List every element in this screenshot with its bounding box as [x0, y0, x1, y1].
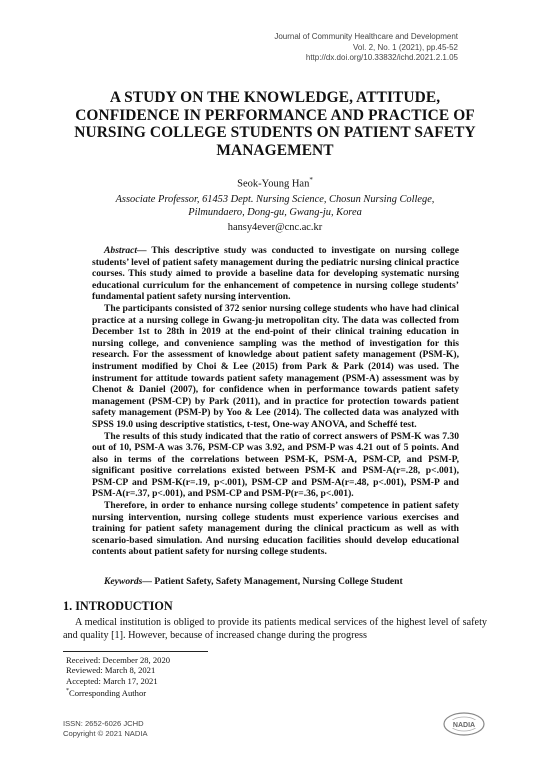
- abstract-paragraph-4: Therefore, in order to enhance nursing college students’ competence in patient safety nursing intervention, nursing college students must experience various exercises and training for patient safety management during the clinical practicum as well as with scenario-based simulation. And nursing education facilities should develop educational contents about patient safety for nursing college students.: [92, 500, 459, 558]
- author-email[interactable]: hansy4ever@cnc.ac.kr: [227, 222, 323, 233]
- corresponding-note-text: Corresponding Author: [69, 687, 147, 698]
- received-date: Received: December 28, 2020: [66, 655, 171, 665]
- journal-header: [198, 32, 458, 64]
- corresponding-note: [66, 686, 170, 698]
- keywords-label: Keywords—: [104, 576, 152, 587]
- author-line: [0, 176, 550, 190]
- page-footer: [63, 719, 148, 739]
- affiliation-line-2: Pilmundaero, Dong-gu, Gwang-ju, Korea: [188, 207, 362, 219]
- section-heading: 1. INTRODUCTION: [63, 599, 173, 613]
- keywords-text: Patient Safety, Safety Management, Nursing College Student: [151, 576, 403, 587]
- abstract-text-1: This descriptive study was conducted to investigate on nursing college students’ level of patient safety management during the pediatric nursing clinical practice courses. This study aimed to provide a baseline data for developing systematic nursing educational curriculum for the enhancement of competence in nursing college students’ fundamental patient safety nursing intervention.: [92, 245, 459, 303]
- abstract-label: Abstract—: [104, 245, 147, 256]
- accepted-date: Accepted: March 17, 2021: [66, 675, 158, 686]
- abstract: [92, 245, 459, 558]
- keywords: [92, 576, 459, 587]
- reviewed-date: Reviewed: March 8, 2021: [66, 665, 156, 676]
- footnotes: [66, 655, 170, 698]
- intro-paragraph: A medical institution is obliged to provide its patients medical services of the highest level of safety and quality [1]. However, because of increased change during the progress: [63, 617, 487, 641]
- abstract-paragraph-3: The results of this study indicated that the ratio of correct answers of PSM-K was 7.30 out of 10, PSM-A was 3.76, PSM-CP was 3.92, and PSM-P was 4.21 out of 5 points. And also in terms of the correlations between PSM-K, PSM-A, PSM-CP, and PSM-P, significant positive correlations existed between PSM-K and PSM-A(r=.28, p<.001), PSM-CP and PSM-K(r=.19, p<.001), PSM-CP and PSM-A(r=.48, p<.001), PSM-P and PSM-A(r=.37, p<.001), and PSM-CP and PSM-P(r=.36, p<.001).: [92, 430, 459, 500]
- affiliation-line-1: Associate Professor, 61453 Dept. Nursing Science, Chosun Nursing College,: [115, 194, 435, 205]
- logo-text: NADIA: [452, 722, 476, 729]
- footnote-divider: [63, 651, 208, 652]
- affiliation: [70, 193, 480, 219]
- author-name: Seok-Young Han: [237, 178, 310, 190]
- copyright: Copyright © 2021 NADIA: [63, 729, 148, 738]
- paper-title: A STUDY ON THE KNOWLEDGE, ATTITUDE, CONFIDENCE IN PERFORMANCE AND PRACTICE OF NURSING COLLEGE STUDENTS ON PATIENT SAFETY MANAGEMENT: [74, 89, 476, 159]
- journal-name: Journal of Community Healthcare and Development: [274, 32, 458, 41]
- abstract-paragraph-1: [92, 245, 459, 303]
- journal-doi[interactable]: http://dx.doi.org/10.33832/ichd.2021.2.1.05: [305, 53, 458, 62]
- journal-volume: Vol. 2, No. 1 (2021), pp.45-52: [353, 42, 458, 52]
- issn: ISSN: 2652-6026 JCHD: [63, 719, 144, 728]
- corresponding-note-mark: *: [66, 687, 69, 694]
- nadia-logo: [442, 711, 486, 737]
- abstract-paragraph-2: The participants consisted of 372 senior nursing college students who have had clinical practice at a nursing college in Gwang-ju metropolitan city. The data was collected from December 1st to 28th in 2019 at the end-point of their clinical training education in nursing college, and convenience sampling was the method of investigation for this research. For the assessment of knowledge about patient safety management (PSM-K), instrument modified by Choi & Lee (2015) from Park & Park (2014) was used. The instrument for attitude towards patient safety management (PSM-A) assessment was by Chenot & Daniel (2007), for confidence when in performance towards patient safety management (PSM-CP) by Park (2011), and in practice for protection towards patient safety management (PSM-P) by Yoo & Lee (2014). The collected data was analyzed with SPSS 19.0 using descriptive statistics, t-test, One-way ANOVA, and Scheffé test.: [92, 302, 459, 430]
- corresponding-mark: *: [309, 176, 313, 184]
